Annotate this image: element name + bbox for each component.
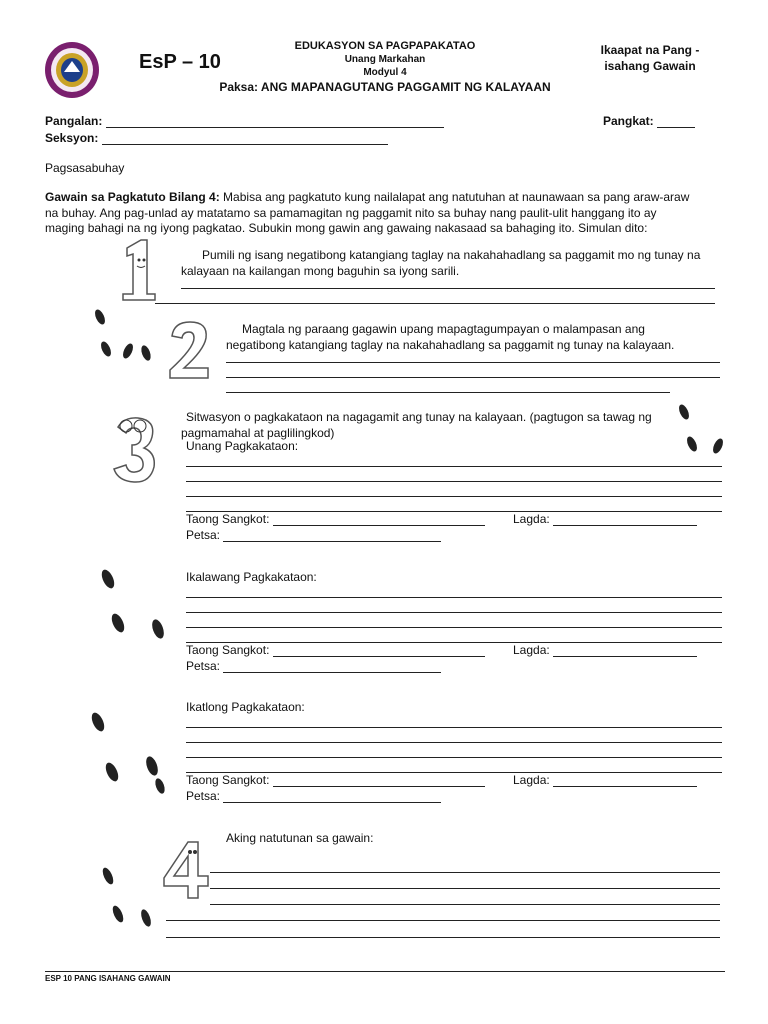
situation-3-answer-line[interactable] (186, 757, 722, 758)
signature-label: Lagda: (513, 643, 550, 657)
situation-3-answer-line[interactable] (186, 727, 722, 728)
date-input[interactable] (223, 529, 441, 542)
situation-2-answer-line[interactable] (186, 627, 722, 628)
signature-input[interactable] (553, 513, 697, 526)
situation-3-signature (513, 773, 697, 787)
footprints-icon (88, 305, 158, 373)
situation-1-person (186, 512, 485, 526)
number-three-icon (110, 415, 162, 490)
situation-1-answer-line[interactable] (186, 466, 722, 467)
person-input[interactable] (273, 513, 485, 526)
date-label: Petsa: (186, 659, 221, 673)
instruction-line2: na buhay. Ang pag-unlad ay matatamo sa pamamagitan ng paggamit nito sa buhay nang paulit-ulit hanggang ito ay (45, 205, 657, 220)
subject-code: EsP – 10 (139, 51, 221, 73)
activity-type-line1: Ikaapat na Pang - (600, 43, 700, 57)
footprints-icon (84, 706, 174, 802)
instruction-line3: maging bahagi na ng iyong pagkatao. Subukin mong gawin ang gawaing nakasaad sa bahaging ito. Simulan dito: (45, 221, 648, 235)
quarter: Unang Markahan (344, 54, 426, 65)
footprints-icon (96, 860, 166, 934)
person-input[interactable] (273, 774, 485, 787)
situation-1-date (186, 528, 441, 542)
step2-line1: Magtala ng paraang gagawin upang mapagtagumpayan o malampasan ang (242, 322, 645, 336)
step1-line2: kalayaan na kailangan mong baguhin sa iyong sarili. (181, 264, 460, 278)
number-one-icon (117, 238, 163, 307)
step3-text (181, 409, 681, 441)
instruction-line1: Mabisa ang pagkatuto kung nailalapat ang natutuhan at naunawaan sa pang araw-araw (219, 190, 690, 204)
step2-answer-line[interactable] (226, 392, 670, 393)
signature-label: Lagda: (513, 773, 550, 787)
group-field (603, 114, 695, 128)
person-label: Taong Sangkot: (186, 512, 270, 526)
situation-2-answer-line[interactable] (186, 612, 722, 613)
person-input[interactable] (273, 644, 485, 657)
footer-rule (45, 971, 725, 972)
situation-2-signature (513, 643, 697, 657)
group-input[interactable] (657, 115, 695, 128)
situation-2-label: Ikalawang Pagkakataon: (186, 570, 317, 584)
person-label: Taong Sangkot: (186, 643, 270, 657)
situation-3-person (186, 773, 485, 787)
seal-icon (44, 41, 100, 99)
date-input[interactable] (223, 660, 441, 673)
step4-label: Aking natutunan sa gawain: (226, 831, 374, 845)
situation-3-label: Ikatlong Pagkakataon: (186, 700, 305, 714)
name-field (45, 114, 444, 128)
name-label: Pangalan: (45, 114, 103, 128)
number-four-icon (160, 838, 212, 907)
situation-1-signature (513, 512, 697, 526)
step4-answer-line[interactable] (166, 920, 720, 921)
school-seal (44, 41, 100, 99)
document-title: EDUKASYON SA PAGPAPAKATAO (294, 40, 476, 52)
step2-answer-line[interactable] (226, 377, 720, 378)
instructions (45, 190, 735, 237)
step2-text (226, 321, 726, 353)
name-input[interactable] (106, 115, 444, 128)
step4-answer-line[interactable] (210, 888, 720, 889)
group-label: Pangkat: (603, 114, 654, 128)
step2-line2: negatibong katangiang taglay na nakahahadlang sa paggamit ng tunay na kalayaan. (226, 338, 675, 352)
situation-2-date (186, 659, 441, 673)
signature-input[interactable] (553, 644, 697, 657)
footprints-icon (672, 400, 732, 460)
step1-answer-line[interactable] (181, 288, 715, 289)
instruction-title: Gawain sa Pagkatuto Bilang 4: (45, 190, 220, 204)
step3-line1: Sitwasyon o pagkakataon na nagagamit ang tunay na kalayaan. (pagtugon sa tawag ng (186, 410, 652, 424)
situation-1-answer-line[interactable] (186, 496, 722, 497)
section-field (45, 131, 388, 145)
activity-type-line2: isahang Gawain (604, 59, 696, 73)
section-input[interactable] (102, 132, 388, 145)
step1-answer-line[interactable] (155, 303, 715, 304)
situation-2-person (186, 643, 485, 657)
date-input[interactable] (223, 790, 441, 803)
date-label: Petsa: (186, 789, 221, 803)
step1-line1: Pumili ng isang negatibong katangiang taglay na nakahahadlang sa paggamit mo ng tunay na (202, 248, 701, 262)
topic: Paksa: ANG MAPANAGUTANG PAGGAMIT NG KALAYAAN (219, 80, 551, 94)
step4-answer-line[interactable] (210, 904, 720, 905)
footer-text: ESP 10 PANG ISAHANG GAWAIN (45, 974, 171, 983)
situation-1-label: Unang Pagkakataon: (186, 439, 299, 453)
situation-3-answer-line[interactable] (186, 742, 722, 743)
footprints-icon (92, 563, 176, 647)
step2-answer-line[interactable] (226, 362, 720, 363)
module: Modyul 4 (363, 67, 407, 78)
step4-answer-line[interactable] (166, 937, 720, 938)
section-label: Seksyon: (45, 131, 99, 145)
step1-text (181, 247, 741, 279)
step4-answer-line[interactable] (210, 872, 720, 873)
situation-2-answer-line[interactable] (186, 597, 722, 598)
situation-3-date (186, 789, 441, 803)
date-label: Petsa: (186, 528, 221, 542)
person-label: Taong Sangkot: (186, 773, 270, 787)
step3-line2: pagmamahal at paglilingkod) (181, 426, 335, 440)
signature-input[interactable] (553, 774, 697, 787)
signature-label: Lagda: (513, 512, 550, 526)
number-two-icon (166, 320, 214, 385)
section-title: Pagsasabuhay (45, 161, 125, 175)
situation-1-answer-line[interactable] (186, 481, 722, 482)
activity-type (586, 43, 714, 73)
